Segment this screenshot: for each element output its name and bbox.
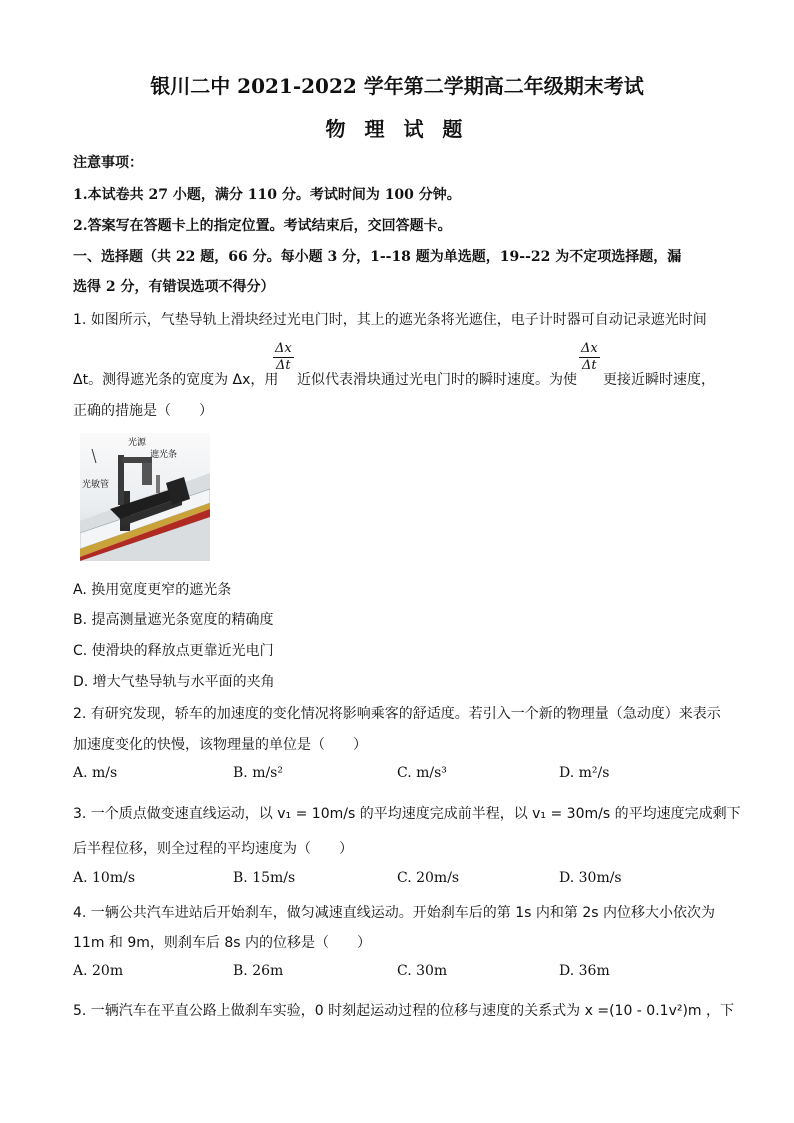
section-heading-line-2: 选得 2 分，有错误选项不得分）: [73, 279, 275, 295]
q4-stem-line-2: 11m 和 9m，则刹车后 8s 内的位移是（ ）: [73, 935, 371, 951]
q2-option-c: C. m/s³: [397, 765, 447, 781]
subject-title: 物 理 试 题: [325, 117, 469, 141]
q3-option-d: D. 30m/s: [559, 870, 622, 886]
q2-option-b: B. m/s²: [233, 765, 283, 781]
q1-fraction-2: [579, 341, 600, 374]
q1-option-b: B. 提高测量遮光条宽度的精确度: [73, 612, 274, 628]
fraction-numerator: Δx: [275, 341, 292, 356]
q4-option-b: B. 26m: [233, 963, 284, 979]
notice-heading: 注意事项：: [73, 155, 143, 171]
q4-option-a: A. 20m: [73, 963, 124, 979]
notice-item-1: 1.本试卷共 27 小题，满分 110 分。考试时间为 100 分钟。: [73, 187, 461, 203]
q2-stem-line-2: 加速度变化的快慢，该物理量的单位是（ ）: [73, 737, 367, 753]
q4-option-d: D. 36m: [559, 963, 610, 979]
q3-stem-line-2: 后半程位移，则全过程的平均速度为（ ）: [73, 841, 353, 857]
q1-stem-line-2c: 更接近瞬时速度，: [603, 372, 715, 388]
q1-fraction-1: [273, 341, 294, 374]
q1-option-d: D. 增大气垫导轨与水平面的夹角: [73, 674, 275, 690]
air-track-illustration: [80, 433, 210, 561]
label-light-source: 光源: [128, 438, 147, 448]
fraction-numerator: Δx: [581, 341, 598, 356]
label-shading-strip: 遮光条: [150, 450, 178, 460]
q1-stem-line-3: 正确的措施是（ ）: [73, 403, 213, 419]
q1-option-a: A. 换用宽度更窄的遮光条: [73, 582, 232, 598]
exam-title: 银川二中 2021-2022 学年第二学期高二年级期末考试: [150, 74, 644, 98]
q1-option-c: C. 使滑块的释放点更靠近光电门: [73, 643, 274, 659]
q1-stem-line-2b: 近似代表滑块通过光电门时的瞬时速度。为使: [297, 372, 577, 388]
q2-option-a: A. m/s: [73, 765, 118, 781]
q3-option-c: C. 20m/s: [397, 870, 460, 886]
label-photosensor-tube: 光敏管: [82, 480, 110, 490]
fraction-denominator: Δt: [276, 358, 291, 373]
q4-stem-line-1: 4. 一辆公共汽车进站后开始刹车，做匀减速直线运动。开始刹车后的第 1s 内和第 2s 内位移大小依次为: [73, 905, 716, 921]
q4-option-c: C. 30m: [397, 963, 448, 979]
q1-stem-line-2a: Δt。测得遮光条的宽度为 Δx，用: [73, 372, 279, 388]
q3-option-a: A. 10m/s: [73, 870, 136, 886]
q2-stem-line-1: 2. 有研究发现，轿车的加速度的变化情况将影响乘客的舒适度。若引入一个新的物理量（急动度）来表示: [73, 706, 721, 722]
q3-stem-line-1: 3. 一个质点做变速直线运动，以 v₁ = 10m/s 的平均速度完成前半程，以 v₁ = 30m/s 的平均速度完成剩下: [73, 806, 741, 822]
q5-stem-line-1: 5. 一辆汽车在平直公路上做刹车实验，0 时刻起运动过程的位移与速度的关系式为 x =(10 - 0.1v²)m ，下: [73, 1003, 735, 1019]
air-track-photo: [80, 433, 210, 561]
q2-option-d: D. m²/s: [559, 765, 610, 781]
q3-option-b: B. 15m/s: [233, 870, 296, 886]
notice-item-2: 2.答案写在答题卡上的指定位置。考试结束后，交回答题卡。: [73, 218, 452, 234]
section-heading-line-1: 一、选择题（共 22 题，66 分。每小题 3 分，1--18 题为单选题，19--22 为不定项选择题，漏: [73, 249, 682, 265]
fraction-denominator: Δt: [582, 358, 597, 373]
q1-stem-line-1: 1. 如图所示，气垫导轨上滑块经过光电门时，其上的遮光条将光遮住，电子计时器可自动记录遮光时间: [73, 312, 707, 328]
